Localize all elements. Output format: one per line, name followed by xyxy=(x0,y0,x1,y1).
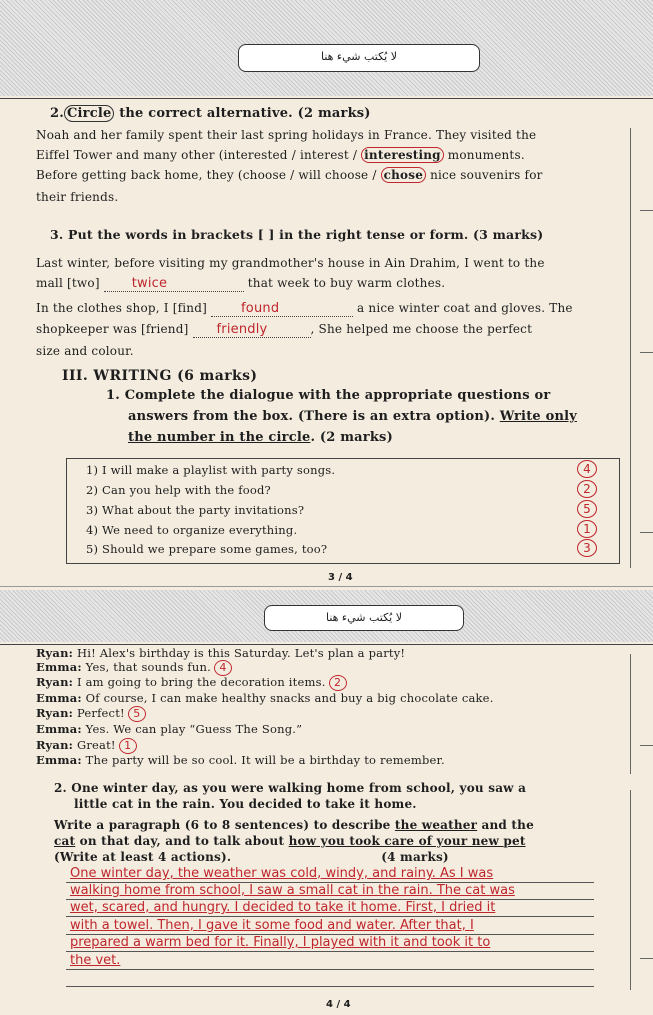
q2-line3: Before getting back home, they (choose / will choose / chose nice souvenirs for xyxy=(36,168,543,182)
dialogue-line-6: Emma: Yes. We can play “Guess The Song.” xyxy=(36,722,303,736)
dialogue-line-5: Ryan: Perfect! 5 xyxy=(36,706,146,722)
option-2: 2) Can you help with the food? xyxy=(86,483,271,497)
score-tick xyxy=(640,352,653,353)
write-line xyxy=(66,969,594,987)
q3-line3: In the clothes shop, I [find] found a nice winter coat and gloves. The xyxy=(36,301,573,316)
q3-line4: shopkeeper was [friend] friendly , She helped me choose the perfect xyxy=(36,322,533,337)
answer-line-2: walking home from school, I saw a small cat in the rain. The cat was xyxy=(70,883,515,898)
answer-found: found xyxy=(241,301,280,316)
w-q1-line1: 1. Complete the dialogue with the appropriate questions or xyxy=(106,388,551,403)
option-4-answer: 1 xyxy=(577,520,597,538)
w-q1-line3: the number in the circle. (2 marks) xyxy=(128,430,393,445)
option-3: 3) What about the party invitations? xyxy=(86,503,305,517)
q2-title: 2. Circle the correct alternative. (2 marks) xyxy=(50,106,371,121)
page4-top-rule xyxy=(0,644,653,645)
score-tick xyxy=(640,532,653,533)
answer-interesting: interesting xyxy=(361,147,444,163)
option-5-answer: 3 xyxy=(577,539,597,557)
no-write-banner: لا يُكتب شيء هنا xyxy=(238,44,480,72)
option-2-answer: 2 xyxy=(577,480,597,498)
w-q2-line1: 2. One winter day, as you were walking home from school, you saw a xyxy=(54,781,527,795)
no-write-banner-2: لا يُكتب شيء هنا xyxy=(264,605,464,631)
option-1-answer: 4 xyxy=(577,460,597,478)
q3-line2: mall [two] twice that week to buy warm clothes. xyxy=(36,276,446,291)
score-tick xyxy=(640,745,653,746)
q3-line5: size and colour. xyxy=(36,344,134,358)
page-number-3: 3 / 4 xyxy=(328,572,353,583)
score-tick xyxy=(640,210,653,211)
w-q2-line2: little cat in the rain. You decided to take it home. xyxy=(74,797,417,811)
w-q2-line5: (Write at least 4 actions). (4 marks) xyxy=(54,850,449,864)
answer-twice: twice xyxy=(131,276,168,291)
page-number-4: 4 / 4 xyxy=(326,999,351,1010)
write-line xyxy=(66,952,594,970)
dialogue-line-3: Ryan: I am going to bring the decoration items. 2 xyxy=(36,675,347,691)
q3-line1: Last winter, before visiting my grandmother's house in Ain Drahim, I went to the xyxy=(36,256,545,270)
score-column-line-4 xyxy=(630,654,631,774)
top-rule xyxy=(0,98,653,99)
answer-line-5: prepared a warm bed for it. Finally, I played with it and took it to xyxy=(70,935,491,950)
option-1: 1) I will make a playlist with party songs. xyxy=(86,463,336,477)
w-q2-line4: cat on that day, and to talk about how you took care of your new pet xyxy=(54,834,526,848)
option-4: 4) We need to organize everything. xyxy=(86,523,298,537)
dialogue-line-7: Ryan: Great! 1 xyxy=(36,738,137,754)
dialogue-line-8: Emma: The party will be so cool. It will be a birthday to remember. xyxy=(36,753,445,767)
page-divider xyxy=(0,586,653,587)
writing-heading: III. WRITING (6 marks) xyxy=(62,368,258,384)
dialogue-line-2: Emma: Yes, that sounds fun. 4 xyxy=(36,660,232,676)
option-5: 5) Should we prepare some games, too? xyxy=(86,542,328,556)
q2-line2: Eiffel Tower and many other (interested / interest / interesting monuments. xyxy=(36,148,525,162)
dialogue-line-4: Emma: Of course, I can make healthy snacks and buy a big chocolate cake. xyxy=(36,691,494,705)
score-column-line xyxy=(630,128,631,568)
q2-line1: Noah and her family spent their last spring holidays in France. They visited the xyxy=(36,128,537,142)
answer-friendly: friendly xyxy=(216,322,268,337)
score-column-line-4b xyxy=(630,790,631,990)
dialogue-line-1: Ryan: Hi! Alex's birthday is this Saturday. Let's plan a party! xyxy=(36,646,406,660)
answer-line-3: wet, scared, and hungry. I decided to take it home. First, I dried it xyxy=(70,900,496,915)
answer-line-6: the vet. xyxy=(70,953,121,968)
w-q2-line3: Write a paragraph (6 to 8 sentences) to describe the weather and the xyxy=(54,818,534,832)
score-tick xyxy=(640,958,653,959)
answer-line-4: with a towel. Then, I gave it some food and water. After that, I xyxy=(70,918,474,933)
w-q1-line2: answers from the box. (There is an extra option). Write only xyxy=(128,409,578,424)
option-3-answer: 5 xyxy=(577,500,597,518)
circle-word: Circle xyxy=(64,105,114,122)
q3-title: 3. Put the words in brackets [ ] in the right tense or form. (3 marks) xyxy=(50,227,544,242)
answer-chose: chose xyxy=(381,167,426,183)
q2-line4: their friends. xyxy=(36,190,119,204)
answer-line-1: One winter day, the weather was cold, windy, and rainy. As I was xyxy=(70,866,494,881)
